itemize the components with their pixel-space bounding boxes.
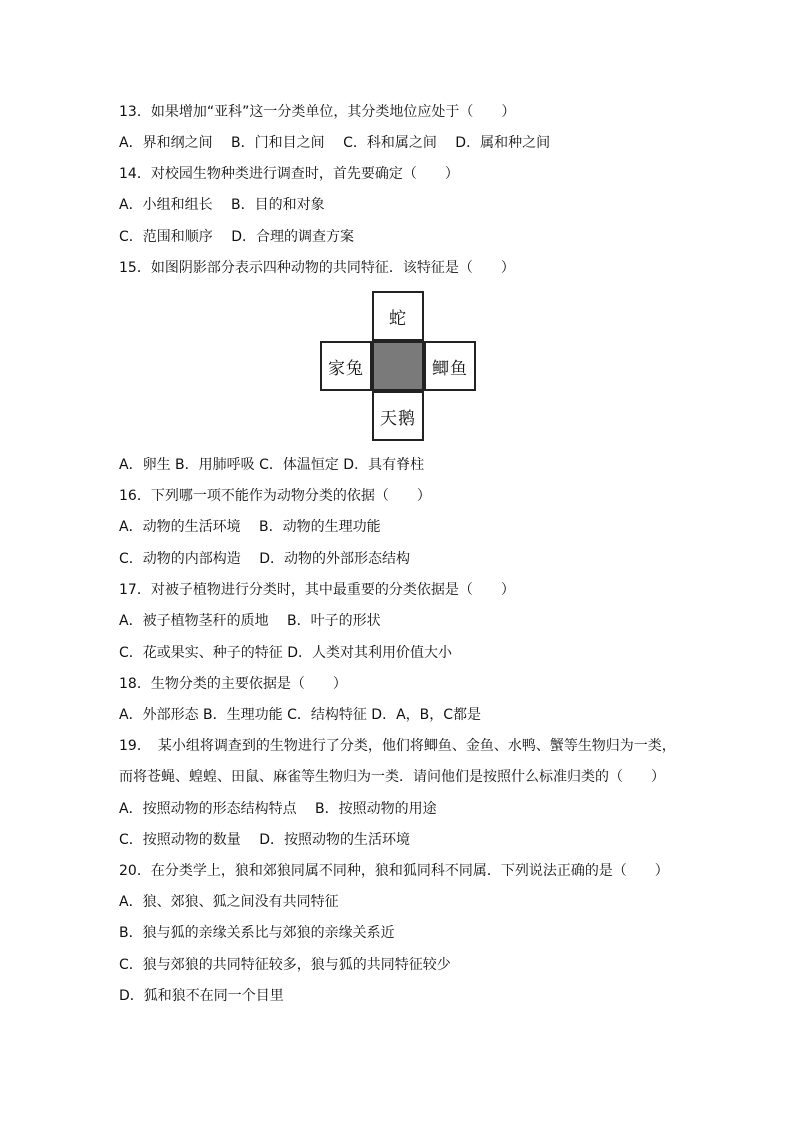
- question-13-stem: 13．如果增加“亚科”这一分类单位，其分类地位应处于（ ）: [119, 104, 516, 120]
- question-16-stem: 16．下列哪一项不能作为动物分类的依据（ ）: [119, 488, 431, 504]
- animal-cross-diagram: [320, 291, 476, 441]
- figure-cell-right: 鲫鱼: [424, 341, 476, 391]
- figure-cell-left: 家兔: [320, 341, 372, 391]
- question-17-stem: 17．对被子植物进行分类时，其中最重要的分类依据是（ ）: [119, 582, 515, 598]
- question-20-option-a: A．狼、郊狼、狐之间没有共同特征: [119, 894, 339, 910]
- question-14-stem: 14．对校园生物种类进行调查时，首先要确定（ ）: [119, 166, 459, 182]
- question-17-options-1: A．被子植物茎秆的质地 B．叶子的形状: [119, 613, 381, 629]
- figure-cell-top: 蛇: [372, 291, 424, 341]
- figure-cell-bottom: 天鹅: [372, 391, 424, 441]
- question-15-options: A．卵生 B．用肺呼吸 C．体温恒定 D．具有脊柱: [119, 457, 425, 473]
- question-19-options-2: C．按照动物的数量 D．按照动物的生活环境: [119, 832, 411, 848]
- question-20-option-c: C．狼与郊狼的共同特征较多，狼与狐的共同特征较少: [119, 957, 451, 973]
- question-13-options: A．界和纲之间 B．门和目之间 C．科和属之间 D．属和种之间: [119, 135, 551, 151]
- question-14-options-2: C．范围和顺序 D．合理的调查方案: [119, 229, 355, 245]
- question-20-stem: 20．在分类学上，狼和郊狼同属不同种，狼和狐同科不同属．下列说法正确的是（ ）: [119, 863, 669, 879]
- question-14-options-1: A．小组和组长 B．目的和对象: [119, 197, 325, 213]
- question-18-options: A．外部形态 B．生理功能 C．结构特征 D．A，B，C都是: [119, 707, 482, 723]
- question-15-stem: 15．如图阴影部分表示四种动物的共同特征．该特征是（ ）: [119, 260, 515, 276]
- question-19-options-1: A．按照动物的形态结构特点 B．按照动物的用途: [119, 801, 437, 817]
- question-16-options-1: A．动物的生活环境 B．动物的生理功能: [119, 519, 381, 535]
- question-19-stem: 19． 某小组将调查到的生物进行了分类，他们将鲫鱼、金鱼、水鸭、蟹等生物归为一类，: [119, 738, 676, 754]
- question-17-options-2: C．花或果实、种子的特征 D．人类对其利用价值大小: [119, 645, 453, 661]
- question-20-option-d: D．狐和狼不在同一个目里: [119, 988, 284, 1004]
- figure-shaded-center: [372, 341, 424, 391]
- question-18-stem: 18．生物分类的主要依据是（ ）: [119, 676, 347, 692]
- question-19-stem-continued: 而将苍蝇、蝗蝗、田鼠、麻雀等生物归为一类．请问他们是按照什么标准归类的（ ）: [119, 769, 665, 785]
- question-16-options-2: C．动物的内部构造 D．动物的外部形态结构: [119, 551, 411, 567]
- question-20-option-b: B．狼与狐的亲缘关系比与郊狼的亲缘关系近: [119, 925, 395, 941]
